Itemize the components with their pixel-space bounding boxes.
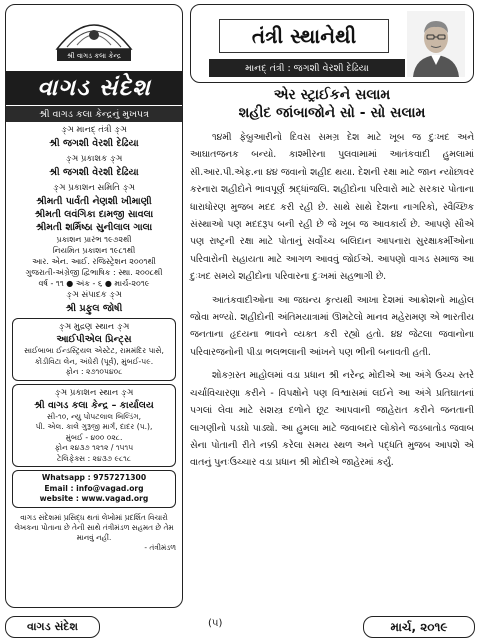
masthead-subtitle: શ્રી વાગડ કલા કેન્દ્રનું મુખપત્ર	[6, 105, 182, 122]
page-number: (૫)	[208, 618, 223, 629]
credits-block	[6, 122, 182, 315]
publication-line: પ્રકાશન પ્રારંભ ૧૯૭૨થી	[56, 235, 132, 244]
office-address: સી-૧૦, ન્યુ પોપટલાલ બિલ્ડિંગ,	[46, 411, 142, 421]
printer-address: સાઈબાબા ઈન્ડસ્ટ્રિયલ એસ્ટેટ, રામમંદિર પાસે,	[24, 346, 164, 355]
masthead-title: વાગડ સંદેશ	[6, 71, 182, 105]
office-address: પી. એલ. કાલે ગુરૂજી માર્ગ, દાદર (પ.),	[35, 422, 153, 431]
printer-box	[12, 318, 176, 381]
office-phone: ફોન ૨૪૩૭ ૧૨૧૨ / ૧૫૧૫	[54, 443, 134, 452]
publication-line: આર. એન. આઈ. રજિસ્ટ્રેશન ૨૦૦૧થી	[32, 257, 156, 266]
printer-phone: ફોન : ૨૭૧૦૫૪૦૮	[65, 367, 123, 376]
whatsapp-number: Whatsapp : 9757271300	[41, 473, 147, 482]
editor-portrait	[407, 11, 465, 77]
footer-issue-date: માર્ચ, ૨૦૧૯	[363, 616, 475, 638]
disclaimer-text: વાગડ સંદેશમાં પ્રસિદ્ધ થતાં લેખોમાં પ્રદર્શિત વિચારો લેખકના પોતાના છે તેની સાથે તંત્રીમંડળ સહમત છે તેમ માનવું નહીં.	[14, 512, 174, 542]
website-link[interactable]: website : www.vagad.org	[39, 494, 149, 503]
vagad-kala-kendra-logo	[53, 9, 135, 67]
publication-line: નિયમિત પ્રકાશન ૧૯૮૧થી	[52, 246, 136, 255]
editorial-header	[190, 4, 474, 83]
editorial-title: તંત્રી સ્થાનેથી	[219, 19, 389, 53]
credit-name: શ્રીમતી શર્મિષ્ઠા સુનીલાલ ગાલા	[35, 222, 153, 233]
credit-label: ઙ્ઞ માનદ્ તંત્રી ઙ્ઞ	[61, 125, 127, 135]
printer-name: આઈપીએલ પ્રિન્ટ્સ	[56, 334, 132, 345]
disclaimer	[6, 511, 182, 555]
credit-name: શ્રી જગશી વેરશી દેઢિયા	[49, 167, 139, 178]
email-address: Email : info@vagad.org	[44, 483, 144, 493]
printer-address: કોંડીવિટા લેન, અંધેરી (પૂર્વ), મુંબઈ-૫૯.	[34, 356, 154, 366]
credit-name: શ્રીમતી લવંગિકા દામજી સાવલા	[34, 209, 154, 220]
issue-line: વર્ષ - ૧૧ ● અંક - ૬ ● માર્ચ-૨૦૧૯	[38, 279, 150, 288]
contact-box	[12, 470, 176, 508]
disclaimer-sign: - તંત્રીમંડળ	[144, 542, 176, 552]
editor-label: ઙ્ઞ સંપાદક ઙ્ઞ	[66, 290, 122, 300]
credit-name: શ્રીમતી પાર્વતી નેણશી ખીમાણી	[36, 196, 152, 207]
article-headline: એર સ્ટ્રાઈકને સલામ	[273, 87, 391, 103]
logo-text: શ્રી વાગડ કલા કેન્દ્ર	[67, 52, 121, 60]
article-paragraph: આતંકવાદીઓના આ જઘન્ય કૃત્યથી આખા દેશમાં આક્રોશનો માહોલ જોવા મળ્યો. શહીદોની અંતિમયાત્રામાં ઊમટેલો માનવ મહેરામણ એ ભારતીય જનતાના હૃદયના ભાવને વ્યક્ત કરી રહ્યો હતો. ૪૪ જેટલા જવાનોના પરિવારજનોની પીડા ભલભલાની આંખને પણ ભીની બનાવતી હતી.	[190, 294, 474, 358]
article-body	[190, 129, 474, 478]
masthead-column	[5, 4, 183, 608]
office-label: ઙ્ઞ પ્રકાશન સ્થાન ઙ્ઞ	[54, 387, 134, 398]
editor-name: શ્રી પ્રફુલ જોષી	[65, 303, 123, 314]
credit-name: શ્રી જગશી વેરશી દેઢિયા	[49, 138, 139, 149]
office-box	[12, 384, 176, 468]
printer-label: ઙ્ઞ મુદ્રણ સ્થાન ઙ્ઞ	[58, 322, 130, 332]
office-address: મુંબઈ - ૪૦૦ ૦૨૮.	[65, 432, 123, 442]
article-paragraph: ૧૪મી ફેબ્રુઆરીનો દિવસ સમગ્ર દેશ માટે ખૂબ જ દુઃખદ અને આઘાતજનક બન્યો. કાશ્મીરના પુલવામામાં આતંકવાદી હુમલામાં સી.આર.પી.એફ.ના ૪૪ જવાનો શહીદ થયા. દેશની રક્ષા માટે જાન ન્યોછાવર કરનારા શહીદોને ભાવપૂર્ણ શ્રદ્ધાંજલિ. શહીદોના પરિવારો માટે સરકાર પોતાના ધારાધોરણ મુજબ મદદ કરી રહી છે. સાથે સાથે દેશના નાગરિકો, સ્વૈચ્છિક સંસ્થાઓ પણ મદદરૂપ બની રહી છે જે ખૂબ જ આવકાર્ય છે. આપણે સૌએ પણ રાષ્ટ્રની રક્ષા માટે પોતાનું સર્વોચ્ચ બલિદાન આપનારા સુરક્ષાકર્મીઓના પરિવારોની સહાયતા માટે આગળ આવવું જોઈએ. આપણો વાગડ સમાજ આ દુઃખદ સમયે શહીદોના પરિવારના દુઃખમાં સહભાગી છે.	[190, 132, 474, 283]
office-name: શ્રી વાગડ કલા કેન્દ્ર – કાર્યાલય	[34, 399, 154, 411]
article-paragraph: શોકગ્રસ્ત માહોલમાં વડા પ્રધાન શ્રી નરેન્દ્ર મોદીએ આ અંગે ઉચ્ચ સ્તરે ચર્ચાવિચારણા કરીને - વિપક્ષોને પણ વિશ્વાસમાં લઈને આ અંગે પ્રતિઘાતનાં પગલાં લેવા માટે સશસ્ત્ર દળોને છૂટ આપવાની જાહેરાત કરીને જનતાની લાગણીનો પડઘો પાડ્યો. આ હુમલા માટે જવાબદાર લોકોને જડબાતોડ જવાબ સેના પોતાની રીતે નક્કી કરેલા સમય સ્થળ અને પદ્ધતિ મુજબ આપશે એ વાતનું પુનઃઉચ્ચાર વડા પ્રધાન શ્રી મોદીએ જાહેરમાં કર્યું.	[190, 370, 474, 469]
credit-label: ઙ્ઞ પ્રકાશક ઙ્ઞ	[65, 154, 123, 164]
footer-publication-name: વાગડ સંદેશ	[5, 616, 100, 638]
logo-area	[6, 5, 182, 71]
page-footer	[0, 612, 480, 642]
office-telefax: ટેલિફેક્સ : ૨૪૩૭ ૯૮૧૮	[56, 453, 132, 463]
credit-label: ઙ્ઞ પ્રકાશન સમિતિ ઙ્ઞ	[53, 183, 135, 193]
editorial-subtitle: માનદ્ તંત્રી : જગશી વેરશી દેઢિયા	[209, 59, 405, 77]
publication-line: ગુજરાતી-અંગ્રેજી દ્વિભાષિક : સ્થા. ૨૦૦૮થી	[25, 268, 163, 277]
article-subheadline: શહીદ જાંબાજોને સો - સો સલામ	[238, 105, 426, 121]
